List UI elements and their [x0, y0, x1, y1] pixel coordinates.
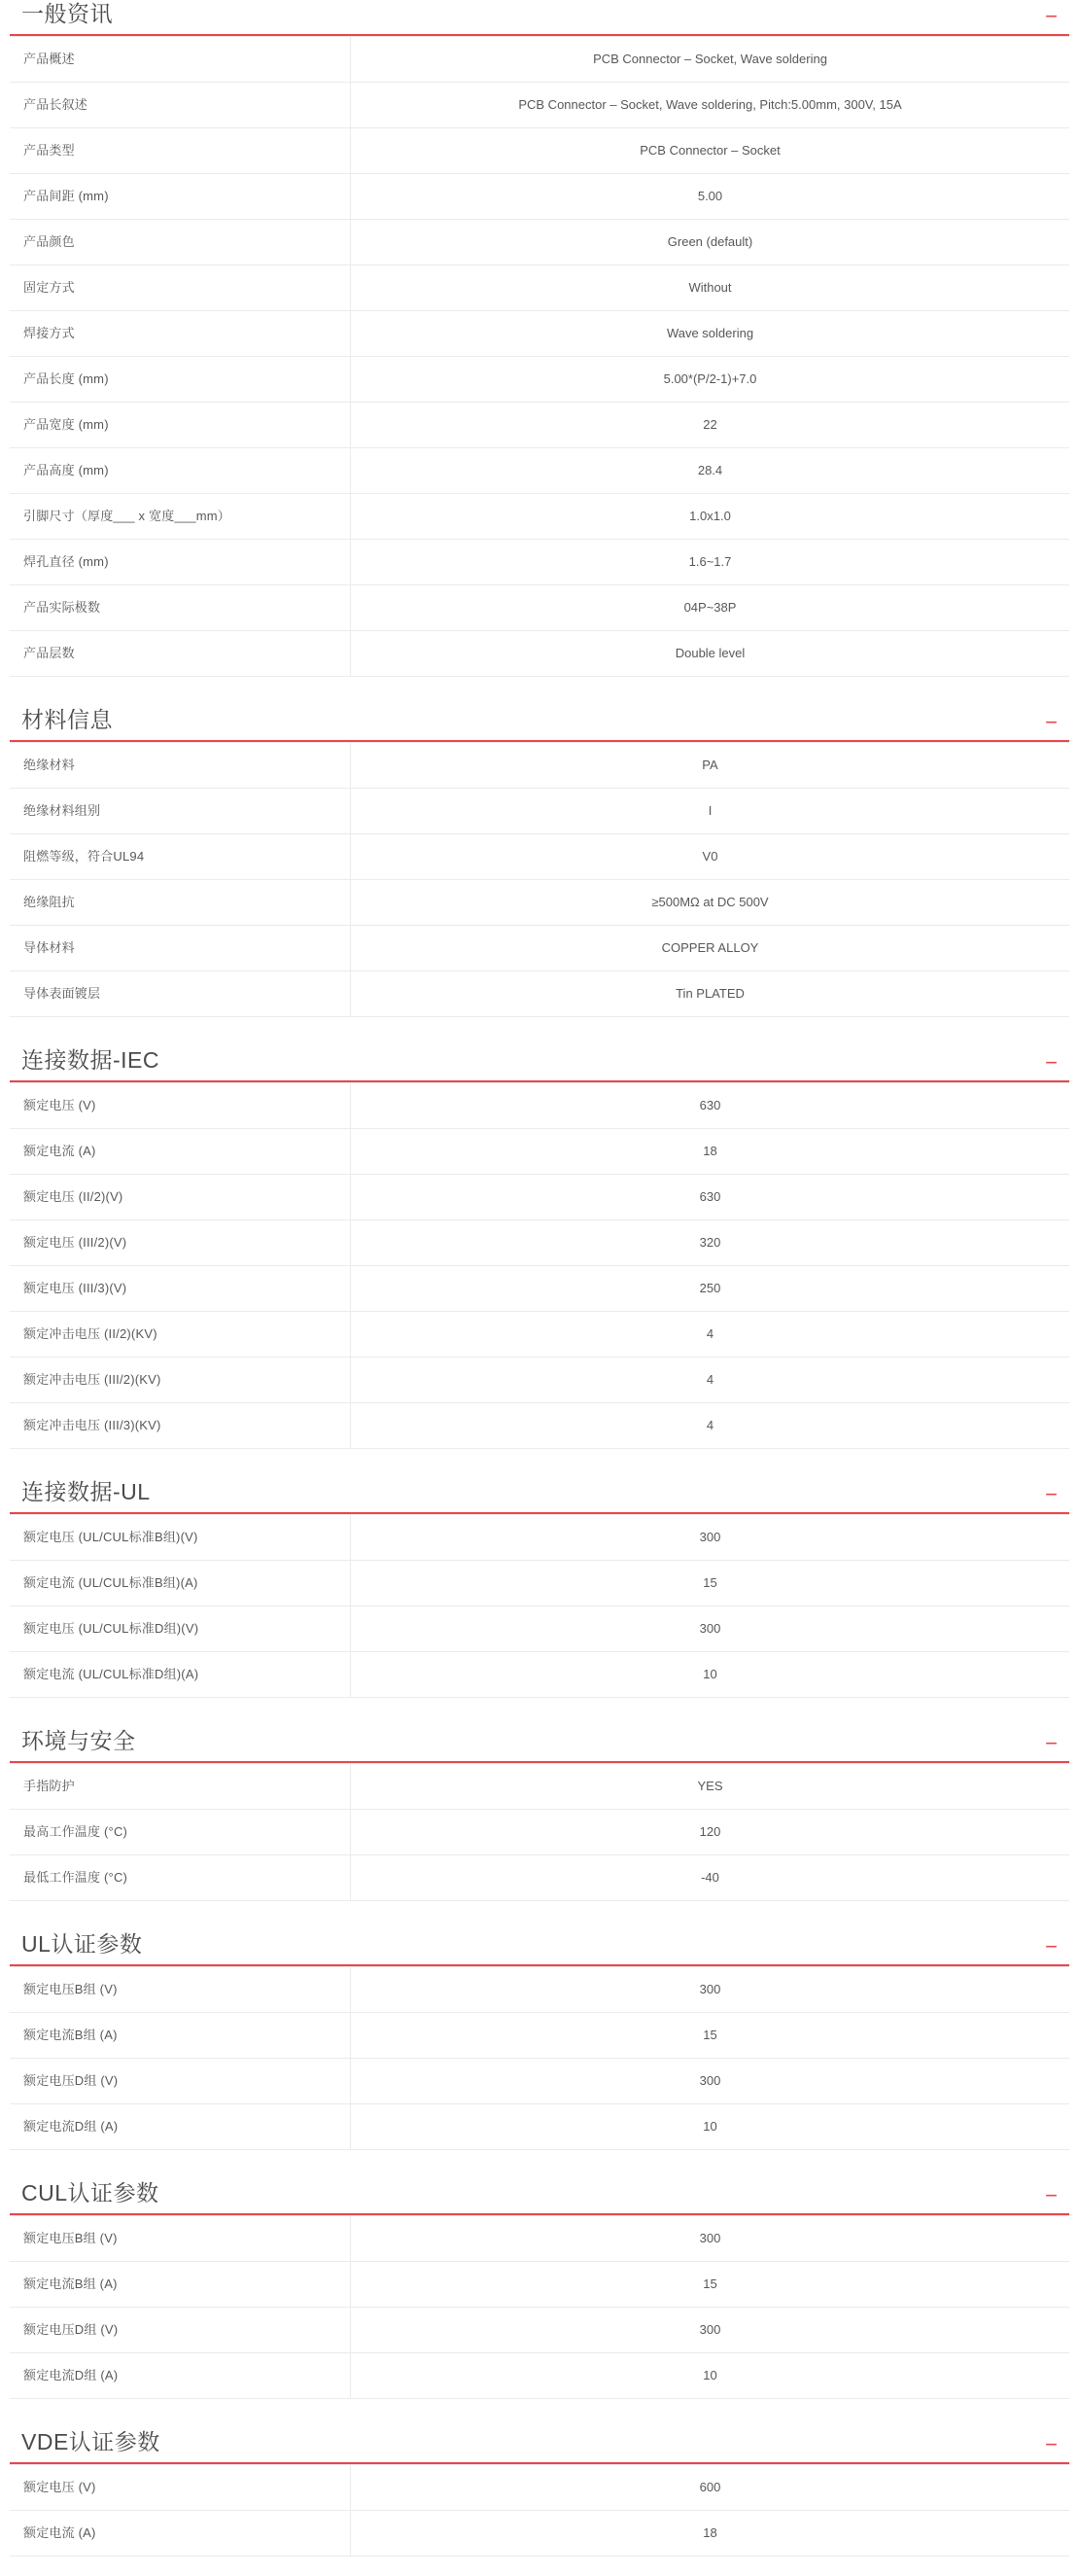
- collapse-minus-icon[interactable]: −: [1045, 1050, 1058, 1075]
- collapse-minus-icon[interactable]: −: [1045, 2432, 1058, 2456]
- spec-table-vde-certification-parameters: [10, 2464, 1069, 2557]
- spec-table-connection-data-ul: [10, 1514, 1069, 1698]
- spec-label: 最低工作温度 (°C): [10, 1855, 351, 1901]
- table-row: [10, 1561, 1069, 1606]
- spec-value: 630: [699, 1189, 721, 1204]
- section-header-environment-and-safety[interactable]: [10, 1727, 1069, 1763]
- table-row: [10, 1358, 1069, 1403]
- table-row: [10, 1652, 1069, 1698]
- table-row: [10, 2013, 1069, 2059]
- spec-label: 额定冲击电压 (II/2)(KV): [10, 1312, 351, 1358]
- spec-value: PA: [351, 743, 1070, 789]
- spec-value: 300: [699, 2073, 721, 2088]
- spec-value: 320: [699, 1235, 721, 1250]
- spec-label: 额定电流 (UL/CUL标准B组)(A): [10, 1561, 351, 1606]
- table-row: [10, 1129, 1069, 1175]
- table-row: [10, 1606, 1069, 1652]
- section-header-cul-certification-parameters[interactable]: [10, 2179, 1069, 2215]
- spec-value: 1.6~1.7: [688, 554, 732, 569]
- spec-label: 额定电压 (II/2)(V): [10, 1175, 351, 1220]
- section-header-material-information[interactable]: [10, 706, 1069, 742]
- table-row: [10, 174, 1069, 220]
- section-title: 环境与安全: [21, 1728, 136, 1753]
- spec-value: Without: [688, 280, 732, 295]
- spec-value: 1.0x1.0: [689, 509, 731, 523]
- table-row: [10, 540, 1069, 585]
- spec-value: 15: [703, 2276, 717, 2291]
- table-row: [10, 1855, 1069, 1901]
- section-material-information: [0, 706, 1079, 1017]
- table-row: [10, 2465, 1069, 2511]
- spec-value: 18: [703, 1144, 717, 1158]
- spec-value: Double level: [675, 646, 746, 660]
- spec-label: 额定冲击电压 (III/3)(KV): [10, 1403, 351, 1449]
- table-row: [10, 880, 1069, 926]
- table-row: [10, 743, 1069, 789]
- section-title: CUL认证参数: [21, 2180, 159, 2205]
- table-row: [10, 971, 1069, 1017]
- spec-value: 300: [699, 2322, 721, 2337]
- spec-label: 产品宽度 (mm): [10, 403, 351, 448]
- spec-label: 产品概述: [10, 37, 351, 83]
- spec-value: 4: [706, 1372, 714, 1387]
- spec-label: 额定电压 (III/3)(V): [10, 1266, 351, 1312]
- section-title: 一般资讯: [21, 1, 113, 26]
- spec-label: 额定电流 (UL/CUL标准D组)(A): [10, 1652, 351, 1698]
- section-vde-certification-parameters: [0, 2428, 1079, 2557]
- table-row: [10, 311, 1069, 357]
- spec-label: 额定电压 (UL/CUL标准B组)(V): [10, 1515, 351, 1561]
- table-row: [10, 2059, 1069, 2104]
- spec-label: 产品高度 (mm): [10, 448, 351, 494]
- spec-value: Wave soldering: [666, 326, 754, 340]
- table-row: [10, 789, 1069, 834]
- collapse-minus-icon[interactable]: −: [1045, 1934, 1058, 1958]
- table-row: [10, 1083, 1069, 1129]
- section-header-vde-certification-parameters[interactable]: [10, 2428, 1069, 2464]
- table-row: [10, 2262, 1069, 2308]
- spec-label: 引脚尺寸（厚度___ x 宽度___mm）: [10, 494, 351, 540]
- table-row: [10, 834, 1069, 880]
- table-row: [10, 1403, 1069, 1449]
- spec-label: 产品长度 (mm): [10, 357, 351, 403]
- spec-value: 22: [703, 417, 717, 432]
- spec-table-cul-certification-parameters: [10, 2215, 1069, 2399]
- spec-label: 绝缘材料: [10, 743, 351, 789]
- section-cul-certification-parameters: [0, 2179, 1079, 2399]
- section-general-information: [0, 0, 1079, 677]
- table-row: [10, 2353, 1069, 2399]
- spec-value: 10: [703, 2119, 717, 2134]
- spec-label: 额定电压B组 (V): [10, 2216, 351, 2262]
- spec-label: 额定电流D组 (A): [10, 2353, 351, 2399]
- spec-value: 300: [351, 1515, 1070, 1561]
- spec-value: 18: [703, 2525, 717, 2540]
- section-title: 连接数据-IEC: [21, 1047, 159, 1073]
- spec-label: 产品间距 (mm): [10, 174, 351, 220]
- table-row: [10, 2216, 1069, 2262]
- spec-label: 额定电流 (A): [10, 2511, 351, 2557]
- table-row: [10, 926, 1069, 971]
- section-header-connection-data-ul[interactable]: [10, 1478, 1069, 1514]
- table-row: [10, 265, 1069, 311]
- spec-label: 额定电压 (III/2)(V): [10, 1220, 351, 1266]
- spec-label: 额定电压 (V): [10, 1083, 351, 1129]
- section-connection-data-ul: [0, 1478, 1079, 1698]
- spec-label: 焊孔直径 (mm): [10, 540, 351, 585]
- section-header-connection-data-iec[interactable]: [10, 1046, 1069, 1082]
- spec-value: 10: [703, 2368, 717, 2382]
- table-row: [10, 1515, 1069, 1561]
- table-row: [10, 128, 1069, 174]
- spec-value: 4: [706, 1326, 714, 1341]
- table-row: [10, 585, 1069, 631]
- spec-label: 绝缘材料组别: [10, 789, 351, 834]
- spec-table-connection-data-iec: [10, 1082, 1069, 1449]
- spec-label: 额定电压 (UL/CUL标准D组)(V): [10, 1606, 351, 1652]
- spec-label: 额定电流B组 (A): [10, 2013, 351, 2059]
- spec-label: 导体表面镀层: [10, 971, 351, 1017]
- section-connection-data-iec: [0, 1046, 1079, 1449]
- table-row: [10, 1810, 1069, 1855]
- table-row: [10, 494, 1069, 540]
- spec-value: V0: [702, 849, 718, 864]
- spec-label: 手指防护: [10, 1764, 351, 1810]
- spec-label: 阻燃等级，符合UL94: [10, 834, 351, 880]
- spec-label: 额定电流 (A): [10, 1129, 351, 1175]
- spec-table-ul-certification-parameters: [10, 1966, 1069, 2150]
- spec-label: 额定电压B组 (V): [10, 1967, 351, 2013]
- spec-value: 300: [351, 1967, 1070, 2013]
- spec-label: 固定方式: [10, 265, 351, 311]
- spec-value: YES: [351, 1764, 1070, 1810]
- spec-label: 导体材料: [10, 926, 351, 971]
- spec-value: 15: [703, 2028, 717, 2042]
- section-title: VDE认证参数: [21, 2429, 160, 2454]
- spec-value: 120: [699, 1824, 721, 1839]
- table-row: [10, 631, 1069, 677]
- table-row: [10, 1175, 1069, 1220]
- section-title: 材料信息: [21, 707, 113, 732]
- spec-value: PCB Connector – Socket, Wave soldering, Pitch:5.00mm, 300V, 15A: [518, 97, 902, 112]
- spec-value: 300: [699, 1621, 721, 1636]
- table-row: [10, 1764, 1069, 1810]
- spec-value: 250: [699, 1281, 721, 1295]
- spec-label: 产品类型: [10, 128, 351, 174]
- table-row: [10, 1220, 1069, 1266]
- spec-value: COPPER ALLOY: [661, 940, 759, 955]
- section-title: UL认证参数: [21, 1931, 143, 1957]
- spec-label: 额定电压 (V): [10, 2465, 351, 2511]
- spec-label: 额定冲击电压 (III/2)(KV): [10, 1358, 351, 1403]
- spec-value: 600: [351, 2465, 1070, 2511]
- table-row: [10, 1312, 1069, 1358]
- spec-label: 产品长叙述: [10, 83, 351, 128]
- spec-value: I: [708, 803, 713, 818]
- spec-value: Tin PLATED: [676, 986, 745, 1001]
- spec-label: 最高工作温度 (°C): [10, 1810, 351, 1855]
- table-row: [10, 357, 1069, 403]
- spec-label: 额定电压D组 (V): [10, 2308, 351, 2353]
- spec-value: Green (default): [667, 234, 753, 249]
- collapse-minus-icon[interactable]: −: [1045, 1482, 1058, 1506]
- spec-value: PCB Connector – Socket, Wave soldering: [351, 37, 1070, 83]
- table-row: [10, 1967, 1069, 2013]
- spec-value: -40: [701, 1870, 719, 1885]
- spec-label: 额定电压D组 (V): [10, 2059, 351, 2104]
- spec-label: 焊接方式: [10, 311, 351, 357]
- spec-value: 10: [703, 1667, 717, 1681]
- spec-table-general-information: [10, 36, 1069, 677]
- spec-value: ≥500MΩ at DC 500V: [651, 895, 769, 909]
- spec-value: 4: [706, 1418, 714, 1432]
- spec-table-material-information: [10, 742, 1069, 1017]
- spec-value: 5.00*(P/2-1)+7.0: [663, 371, 757, 386]
- section-title: 连接数据-UL: [21, 1479, 151, 1504]
- spec-label: 产品实际极数: [10, 585, 351, 631]
- spec-value: 15: [703, 1575, 717, 1590]
- spec-label: 额定电流D组 (A): [10, 2104, 351, 2150]
- table-row: [10, 448, 1069, 494]
- spec-value: 28.4: [697, 463, 723, 477]
- spec-value: PCB Connector – Socket: [640, 143, 781, 158]
- spec-table-environment-and-safety: [10, 1763, 1069, 1901]
- spec-value: 300: [351, 2216, 1070, 2262]
- table-row: [10, 220, 1069, 265]
- spec-label: 产品颜色: [10, 220, 351, 265]
- collapse-minus-icon[interactable]: −: [1045, 1731, 1058, 1755]
- table-row: [10, 37, 1069, 83]
- spec-value: 630: [351, 1083, 1070, 1129]
- collapse-minus-icon[interactable]: −: [1045, 2183, 1058, 2207]
- table-row: [10, 83, 1069, 128]
- section-environment-and-safety: [0, 1727, 1079, 1901]
- spec-label: 额定电流B组 (A): [10, 2262, 351, 2308]
- section-header-general-information[interactable]: [10, 0, 1069, 36]
- table-row: [10, 403, 1069, 448]
- section-ul-certification-parameters: [0, 1930, 1079, 2150]
- spec-label: 绝缘阻抗: [10, 880, 351, 926]
- table-row: [10, 2308, 1069, 2353]
- section-header-ul-certification-parameters[interactable]: [10, 1930, 1069, 1966]
- collapse-minus-icon[interactable]: −: [1045, 4, 1058, 28]
- table-row: [10, 2104, 1069, 2150]
- table-row: [10, 1266, 1069, 1312]
- spec-value: 5.00: [697, 189, 723, 203]
- spec-value: 04P~38P: [683, 600, 737, 615]
- spec-label: 产品层数: [10, 631, 351, 677]
- collapse-minus-icon[interactable]: −: [1045, 710, 1058, 734]
